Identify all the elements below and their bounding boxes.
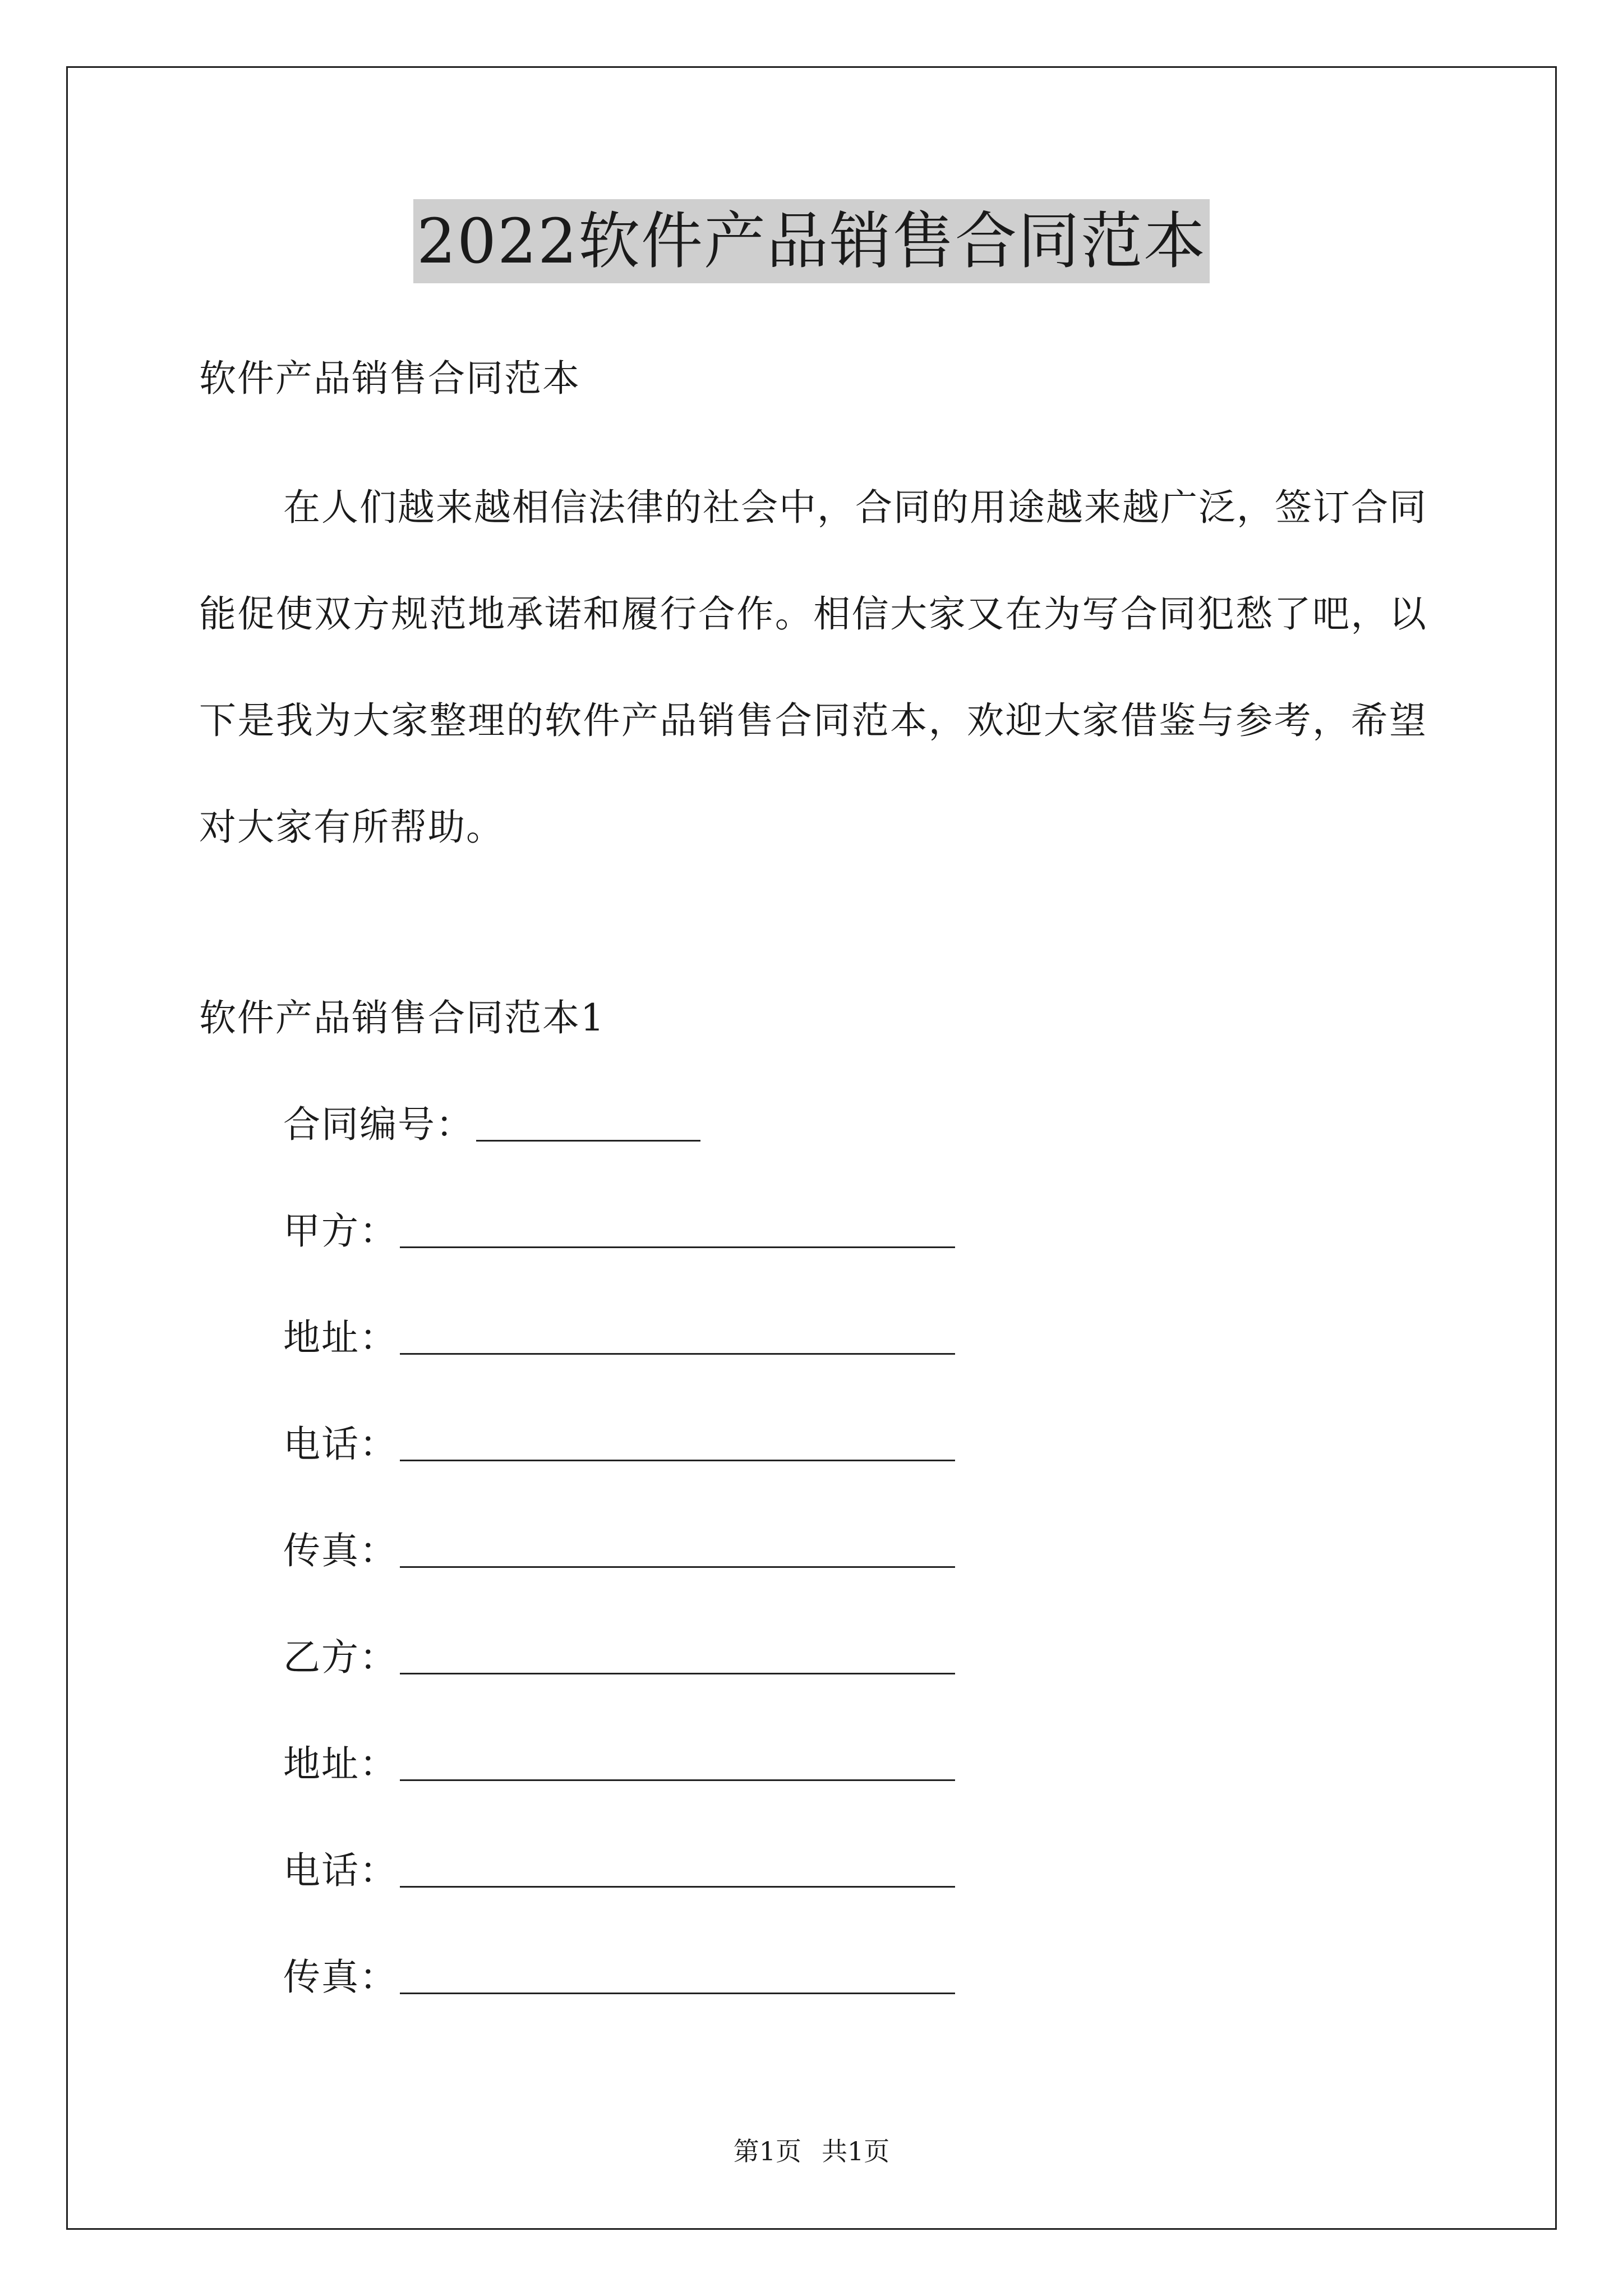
field-party-a-address [283,1307,955,1414]
document-subtitle: 软件产品销售合同范本 [199,357,580,400]
page-number-total: 共1页 [822,2136,890,2166]
fill-in-blank [400,1627,955,1674]
field-label: 电话： [283,1423,398,1466]
fill-in-blank [400,1414,955,1461]
field-label: 合同编号： [283,1103,474,1146]
fill-in-blank [400,1733,955,1781]
field-party-b [283,1627,955,1733]
field-party-a [283,1200,955,1307]
field-party-b-phone [283,1840,955,1947]
fill-in-blank [400,1840,955,1888]
document-title: 2022软件产品销售合同范本 [413,199,1210,283]
fill-in-blank [400,1520,955,1568]
field-label: 电话： [283,1849,398,1892]
field-party-a-phone [283,1414,955,1520]
fill-in-blank [400,1200,955,1248]
fill-in-blank [476,1094,700,1142]
title-container [0,199,1623,283]
contract-field-list [283,1094,955,2053]
field-label: 地址： [283,1316,398,1359]
field-label: 甲方： [283,1209,398,1253]
field-label: 地址： [283,1742,398,1786]
field-label: 乙方： [283,1636,398,1679]
field-label: 传真： [283,1955,398,1999]
field-contract-number [283,1094,955,1200]
field-label: 传真： [283,1529,398,1572]
fill-in-blank [400,1307,955,1355]
fill-in-blank [400,1947,955,1994]
field-party-a-fax [283,1520,955,1627]
field-party-b-fax [283,1947,955,2053]
field-party-b-address [283,1733,955,1840]
section-heading: 软件产品销售合同范本1 [199,996,605,1039]
page-number-current: 第1页 [733,2136,801,2166]
page-footer [0,2132,1623,2171]
intro-paragraph: 在人们越来越相信法律的社会中，合同的用途越来越广泛，签订合同能促使双方规范地承诺和履行合作。相信大家又在为写合同犯愁了吧，以下是我为大家整理的软件产品销售合同范本，欢迎大家借鉴与参考，希望对大家有所帮助。 [199,486,1427,849]
